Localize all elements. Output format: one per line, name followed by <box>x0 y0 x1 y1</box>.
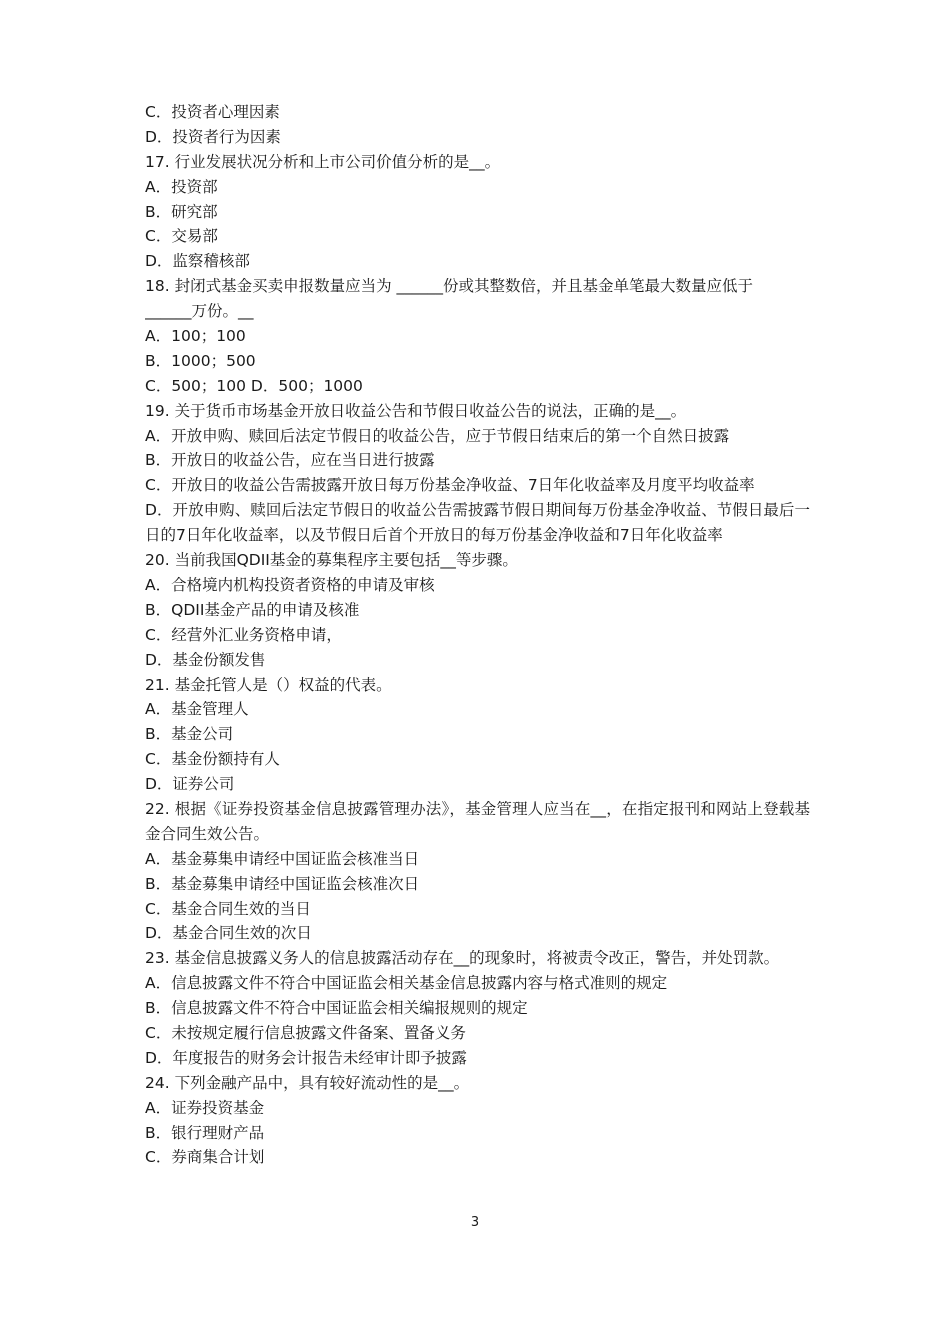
option-line: B．研究部 <box>145 202 218 221</box>
option-line: D．投资者行为因素 <box>145 127 281 146</box>
option-line: C．未按规定履行信息披露文件备案、置备义务 <box>145 1024 466 1043</box>
option-line: C．基金合同生效的当日 <box>145 899 311 918</box>
option-line: B．信息披露文件不符合中国证监会相关编报规则的规定 <box>145 999 528 1018</box>
option-line: A．证券投资基金 <box>145 1098 265 1117</box>
option-line: A．基金募集申请经中国证监会核准当日 <box>145 849 420 868</box>
question-line: 18. 封闭式基金买卖申报数量应当为 ______份或其整数倍，并且基金单笔最大数量应低于 <box>145 277 754 296</box>
option-line: A．开放申购、赎回后法定节假日的收益公告，应于节假日结束后的第一个自然日披露 <box>145 426 730 445</box>
page-number: 3 <box>470 1215 480 1230</box>
option-line: B．银行理财产品 <box>145 1123 265 1142</box>
option-line: C．500；100 D．500；1000 <box>145 376 363 395</box>
option-line: A．信息披露文件不符合中国证监会相关基金信息披露内容与格式准则的规定 <box>145 974 668 993</box>
question-line-continued: ______万份。__ <box>145 302 254 321</box>
option-line: D．监察稽核部 <box>145 252 250 271</box>
option-line: A．投资部 <box>145 177 218 196</box>
option-line: B．QDII基金产品的申请及核准 <box>145 600 360 619</box>
option-line: D．基金份额发售 <box>145 650 266 669</box>
question-line: 24. 下列金融产品中，具有较好流动性的是__。 <box>145 1073 470 1092</box>
question-line: 20. 当前我国QDII基金的募集程序主要包括__等步骤。 <box>145 551 518 570</box>
option-line: C．基金份额持有人 <box>145 750 280 769</box>
option-line: C．经营外汇业务资格申请， <box>145 625 342 644</box>
question-paragraph: 22. 根据《证券投资基金信息披露管理办法》，基金管理人应当在__，在指定报刊和网站上登载基金合同生效公告。 <box>145 799 810 843</box>
question-line: 21. 基金托管人是（）权益的代表。 <box>145 675 392 694</box>
option-line: B．开放日的收益公告，应在当日进行披露 <box>145 451 435 470</box>
option-line: D．证券公司 <box>145 775 235 794</box>
option-line: B．基金公司 <box>145 725 234 744</box>
option-line: A．基金管理人 <box>145 700 249 719</box>
option-line: C．券商集合计划 <box>145 1148 265 1167</box>
option-line: A．100；100 <box>145 327 246 346</box>
option-line: B．基金募集申请经中国证监会核准次日 <box>145 874 420 893</box>
option-line: D．年度报告的财务会计报告未经审计即予披露 <box>145 1048 467 1067</box>
question-line: 17. 行业发展状况分析和上市公司价值分析的是__。 <box>145 152 501 171</box>
option-line: C．投资者心理因素 <box>145 103 280 121</box>
option-paragraph: D．开放申购、赎回后法定节假日的收益公告需披露节假日期间每万份基金净收益、节假日最后一日的7日年化收益率，以及节假日后首个开放日的每万份基金净收益和7日年化收益率 <box>145 501 810 545</box>
question-line: 23. 基金信息披露义务人的信息披露活动存在__的现象时，将被责令改正，警告，并处罚款。 <box>145 949 780 968</box>
option-line: B．1000；500 <box>145 351 256 370</box>
question-line: 19. 关于货币市场基金开放日收益公告和节假日收益公告的说法，正确的是__。 <box>145 401 687 420</box>
option-line: D．基金合同生效的次日 <box>145 924 312 943</box>
option-line: A．合格境内机构投资者资格的申请及审核 <box>145 575 435 594</box>
option-line: C．开放日的收益公告需披露开放日每万份基金净收益、7日年化收益率及月度平均收益率 <box>145 476 755 495</box>
option-line: C．交易部 <box>145 227 218 246</box>
document-body <box>145 100 810 1170</box>
